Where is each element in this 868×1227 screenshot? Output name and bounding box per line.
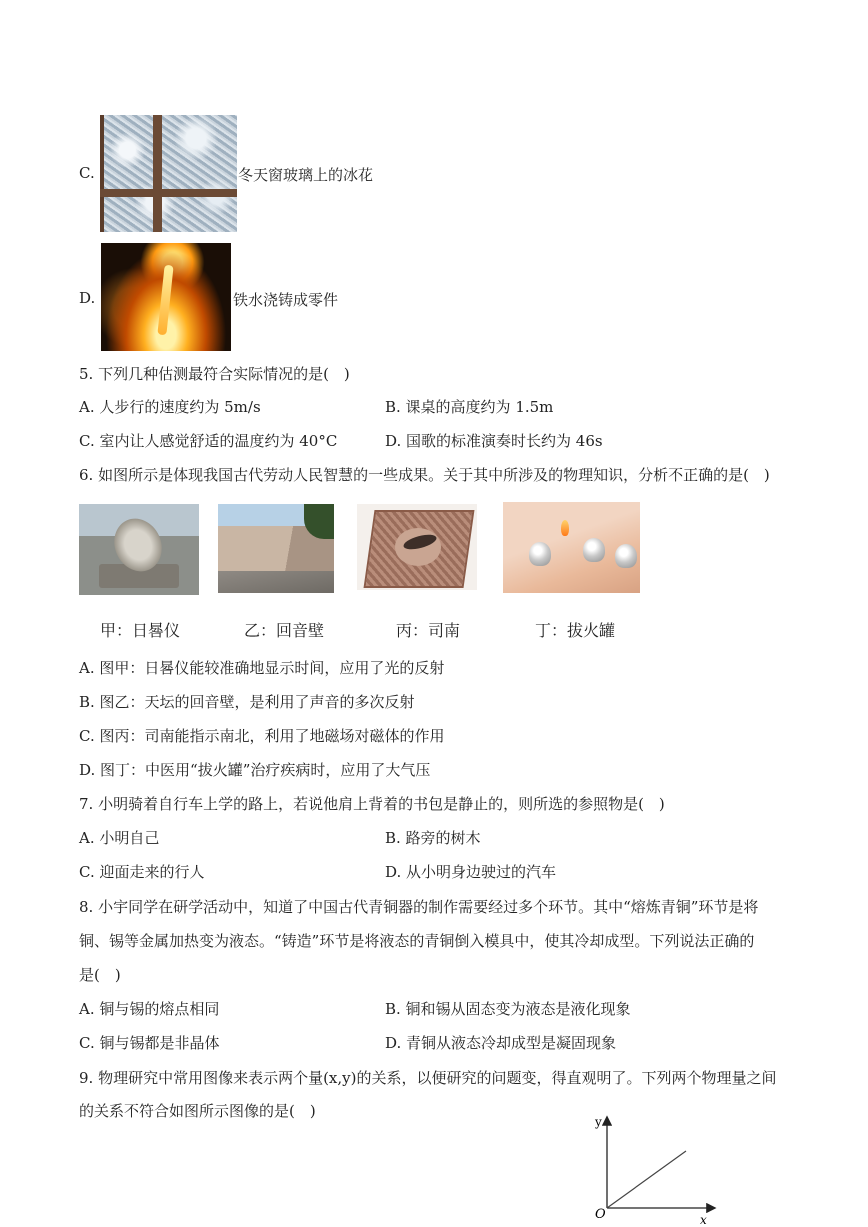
option-c-letter: C. [79,164,95,182]
q6-option-b: B. 图乙：天坛的回音壁，是利用了声音的多次反射 [79,693,415,711]
echo-wall-image [218,504,334,593]
fire-cupping-image [503,502,640,593]
q9-stem-line1: 9. 物理研究中常用图像来表示两个量(x,y)的关系，以便研究的问题变，得直观明了。下列两个物理量之间 [79,1069,777,1087]
option-c-text: 冬天窗玻璃上的冰花 [238,166,374,184]
q7-option-a: A. 小明自己 [79,829,160,847]
frosted-window-image [100,115,237,232]
option-d-text: 铁水浇铸成零件 [233,291,339,309]
q8-stem-line3: 是( ) [79,966,121,984]
molten-iron-image [101,243,231,351]
q8-option-c: C. 铜与锡都是非晶体 [79,1034,220,1052]
q6-option-a: A. 图甲：日晷仪能较准确地显示时间，应用了光的反射 [79,659,445,677]
caption-bing: 丙：司南 [396,621,461,640]
q9-stem-line2: 的关系不符合如图所示图像的是( ) [79,1102,316,1120]
q7-option-c: C. 迎面走来的行人 [79,863,205,881]
q6-option-d: D. 图丁：中医用“拔火罐”治疗疾病时，应用了大气压 [79,761,431,779]
q5-stem: 5. 下列几种估测最符合实际情况的是( ) [79,365,350,383]
q8-option-b: B. 铜和锡从固态变为液态是液化现象 [385,1000,631,1018]
q5-option-b: B. 课桌的高度约为 1.5m [385,398,554,416]
caption-yi: 乙：回音壁 [244,621,325,640]
q5-option-d: D. 国歌的标准演奏时长约为 46s [385,432,603,450]
y-axis-label: y [595,1115,602,1129]
caption-ding: 丁：拔火罐 [535,621,616,640]
caption-jia: 甲：日晷仪 [100,621,181,640]
origin-label: O [595,1207,606,1222]
q8-option-d: D. 青铜从液态冷却成型是凝固现象 [385,1034,617,1052]
q6-option-c: C. 图丙：司南能指示南北，利用了地磁场对磁体的作用 [79,727,445,745]
q5-option-a: A. 人步行的速度约为 5m/s [79,398,261,416]
q8-option-a: A. 铜与锡的熔点相同 [79,1000,220,1018]
q7-option-b: B. 路旁的树木 [385,829,481,847]
q8-stem-line2: 铜、锡等金属加热变为液态。“铸造”环节是将液态的青铜倒入模具中，使其冷却成型。下列说法正确的 [79,932,755,950]
q7-stem: 7. 小明骑着自行车上学的路上，若说他肩上背着的书包是静止的，则所选的参照物是( ) [79,795,665,813]
q5-option-c: C. 室内让人感觉舒适的温度约为 40°C [79,432,338,450]
sundial-image [79,504,199,595]
linear-graph [586,1108,726,1227]
q8-stem-line1: 8. 小宇同学在研学活动中，知道了中国古代青铜器的制作需要经过多个环节。其中“熔炼青铜”环节是将 [79,898,759,916]
q7-option-d: D. 从小明身边驶过的汽车 [385,863,557,881]
x-axis-label: x [700,1213,707,1227]
option-d-letter: D. [79,289,96,307]
proportional-line [607,1151,686,1208]
q6-stem: 6. 如图所示是体现我国古代劳动人民智慧的一些成果。关于其中所涉及的物理知识，分析不正确的是( ) [79,466,770,484]
sinan-compass-image [357,504,477,590]
